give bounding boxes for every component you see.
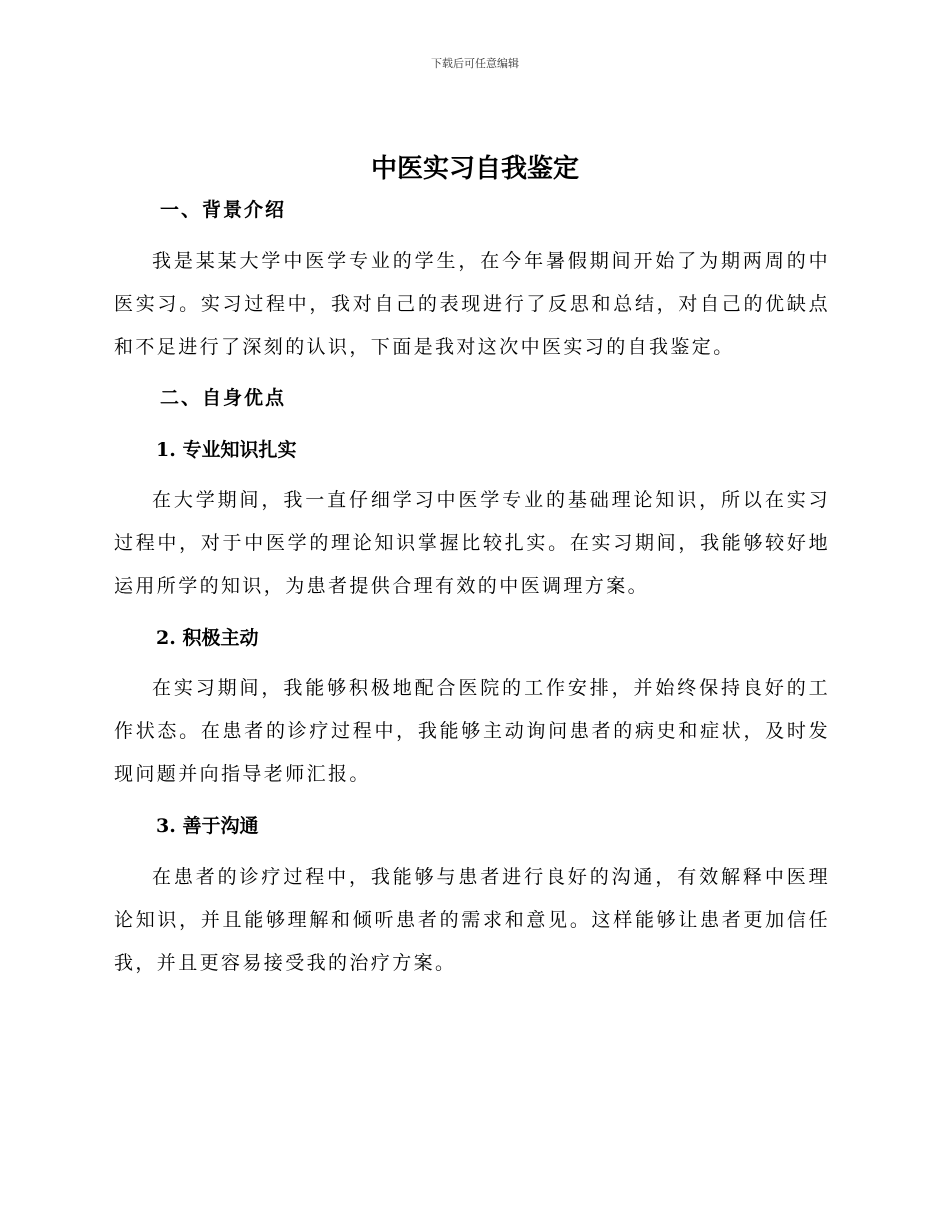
- subsection-paragraph-knowledge: 在大学期间，我一直仔细学习中医学专业的基础理论知识，所以在实习过程中，对于中医学的理论知识掌握比较扎实。在实习期间，我能够较好地运用所学的知识，为患者提供合理有效的中医调理方案。: [114, 489, 830, 597]
- subsection-heading-initiative: 2. 积极主动: [156, 627, 259, 649]
- subsection-paragraph-initiative: 在实习期间，我能够积极地配合医院的工作安排，并始终保持良好的工作状态。在患者的诊疗过程中，我能够主动询问患者的病史和症状，及时发现问题并向指导老师汇报。: [114, 677, 830, 785]
- document-title: 中医实习自我鉴定: [370, 154, 579, 184]
- subsection-paragraph-communication: 在患者的诊疗过程中，我能够与患者进行良好的沟通，有效解释中医理论知识，并且能够理解和倾听患者的需求和意见。这样能够让患者更加信任我，并且更容易接受我的治疗方案。: [114, 866, 830, 974]
- subsection-heading-knowledge: 1. 专业知识扎实: [156, 439, 297, 461]
- section-heading-background: 一、背景介绍: [160, 199, 287, 221]
- header-note: 下载后可任意编辑: [431, 57, 519, 70]
- section-paragraph-background: 我是某某大学中医学专业的学生，在今年暑假期间开始了为期两周的中医实习。实习过程中，我对自己的表现进行了反思和总结，对自己的优缺点和不足进行了深刻的认识，下面是我对这次中医实习的自我鉴定。: [114, 250, 830, 358]
- section-heading-strengths: 二、自身优点: [160, 387, 287, 409]
- subsection-heading-communication: 3. 善于沟通: [156, 815, 259, 837]
